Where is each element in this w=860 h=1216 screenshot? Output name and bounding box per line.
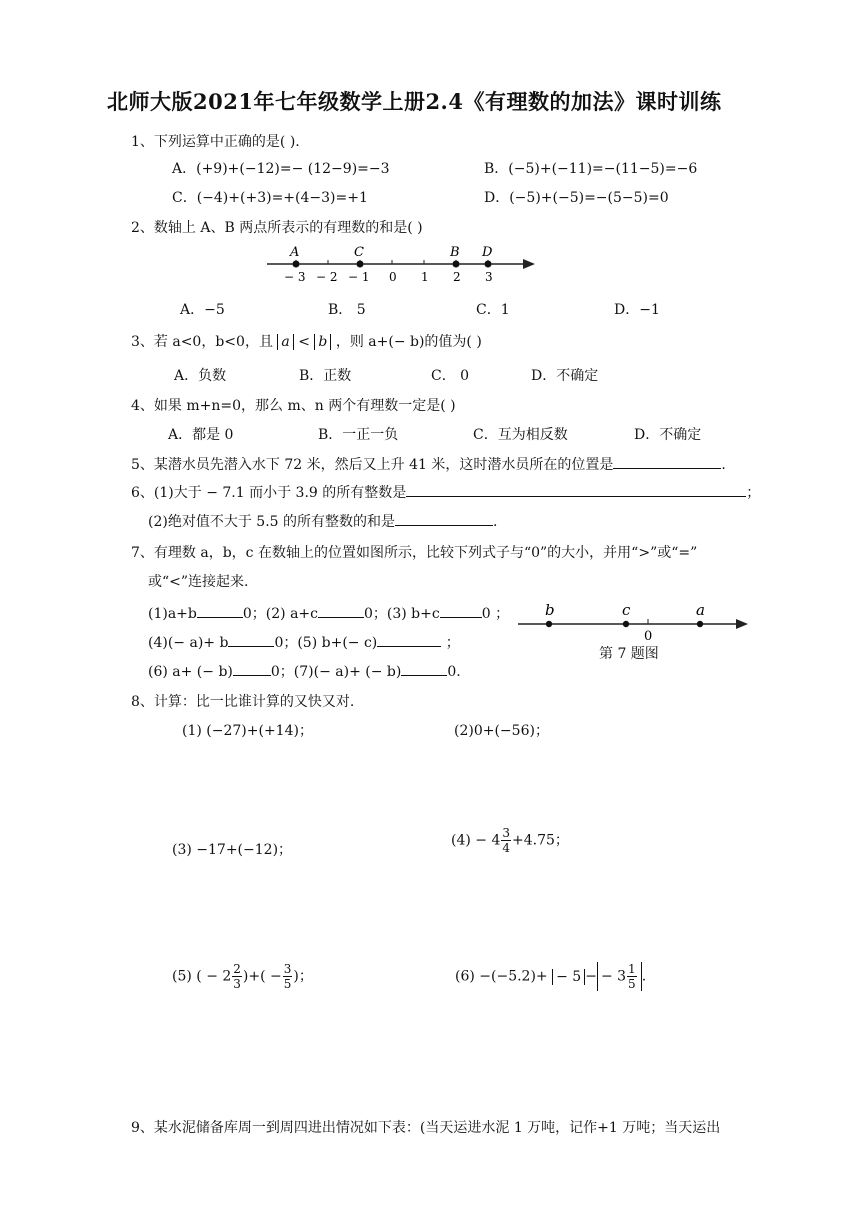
q8-problem-2: (2)0+(−56)； (454, 723, 549, 739)
q2-option-b: B． 5 (328, 302, 366, 318)
q5-stem: 5、某潜水员先潜入水下 72 米，然后又上升 41 米，这时潜水员所在的位置是 . (131, 457, 726, 473)
q2-point-d (485, 261, 492, 268)
q8-p6-post: . (641, 968, 647, 985)
q9-stem: 9、某水泥储备库周一到周四进出情况如下表：(当天运进水泥 1 万吨，记作+1 万吨；当天运出 (131, 1120, 721, 1136)
q2-tick-label: − 1 (348, 270, 370, 284)
q3-var-a: a (281, 334, 290, 350)
q7-expr3: 0；(3) b+c (363, 606, 440, 622)
q3-stem-post: ，则 a+(− b)的值为( ) (335, 334, 482, 350)
q4-stem: 4、如果 m+n=0，那么 m、n 两个有理数一定是( ) (131, 398, 456, 414)
q7-blank7[interactable] (401, 662, 447, 676)
q3-stem-pre: 3、若 a<0，b<0，且 (131, 334, 273, 350)
q8-p5-fraction1 (232, 962, 242, 991)
q7-expr4: (4)(− a)+ b (148, 635, 229, 651)
q7-point-a (697, 621, 703, 627)
q6-part1: 6、(1)大于 − 7.1 而小于 3.9 的所有整数是 ； (131, 485, 761, 501)
q2-label-b: B (450, 245, 460, 260)
q8-p5-post: )； (293, 968, 313, 985)
q7-arrow (736, 619, 748, 629)
q7-end1: 0 ； (481, 606, 510, 622)
q2-label-a: A (290, 245, 300, 260)
q7-expr7: 0；(7)(− a)+ (− b) (270, 664, 402, 680)
q7-expr1: (1)a+b (148, 606, 197, 622)
q8-p4-denominator: 4 (502, 841, 511, 855)
q6-part1-blank[interactable] (406, 483, 746, 497)
q8-p6-abs2-pre: − 3 (600, 968, 627, 985)
q7-label-b: b (545, 601, 555, 619)
q3-var-b: b (318, 334, 328, 350)
q2-tick-label: 3 (485, 270, 493, 284)
q3-abs-a (277, 334, 293, 350)
q8-p4-post: +4.75； (512, 832, 569, 849)
q2-point-a (293, 261, 300, 268)
q7-label-zero: 0 (644, 629, 653, 644)
q7-blank2[interactable] (318, 604, 364, 618)
q7-expr2: 0；(2) a+c (242, 606, 318, 622)
q2-tick-label: − 2 (316, 270, 338, 284)
q7-point-c (623, 621, 629, 627)
q1-option-b: B．(−5)+(−11)=−(11−5)=−6 (484, 161, 698, 177)
q7-stem-line2: 或“<”连接起来. (148, 574, 249, 590)
q8-stem: 8、计算：比一比谁计算的又快又对. (131, 694, 355, 710)
q8-p5-pre: (5) ( − 2 (172, 968, 232, 985)
q2-stem: 2、数轴上 A、B 两点所表示的有理数的和是( ) (131, 220, 423, 236)
q8-problem-4 (451, 826, 569, 855)
q8-p5-mid: )+( − (242, 968, 282, 985)
q8-p6-fraction (627, 962, 637, 991)
q3-lt: < (298, 334, 310, 350)
q4-option-d: D．不确定 (634, 427, 702, 443)
q4-option-a: A．都是 0 (168, 427, 234, 443)
q5-answer-blank[interactable] (613, 455, 721, 469)
q2-option-c: C．1 (476, 302, 510, 318)
page-title: 北师大版2021年七年级数学上册2.4《有理数的加法》课时训练 (107, 89, 722, 114)
q8-problem-5 (172, 962, 313, 991)
q3-option-d: D．不确定 (531, 368, 599, 384)
q7-row1 (148, 603, 509, 623)
q8-p4-fraction (501, 826, 511, 855)
q3-abs-b (314, 334, 331, 350)
q7-blank4[interactable] (228, 633, 274, 647)
q6-part2-blank[interactable] (395, 512, 493, 526)
q2-label-d: D (482, 245, 493, 260)
q7-blank6[interactable] (233, 662, 271, 676)
q2-option-d: D．−1 (614, 302, 660, 318)
q3-option-c: C． 0 (431, 368, 470, 384)
q7-point-b (546, 621, 552, 627)
q7-end2: ； (441, 635, 460, 651)
q8-p5-denominator1: 3 (233, 977, 241, 991)
q2-number-line (255, 238, 545, 286)
q4-option-b: B．一正一负 (318, 427, 399, 443)
q8-p5-fraction2 (283, 962, 293, 991)
q2-arrow (523, 259, 535, 269)
q6-part2: (2)绝对值不大于 5.5 的所有整数的和是 . (148, 514, 498, 530)
q7-number-line (510, 600, 754, 644)
q2-tick-label: 0 (389, 270, 397, 284)
q1-option-c: C．(−4)+(+3)=+(4−3)=+1 (172, 190, 368, 206)
q8-problem-3: (3) −17+(−12)； (172, 842, 293, 858)
q3-option-a: A．负数 (174, 368, 227, 384)
q1-stem: 1、下列运算中正确的是( ). (131, 134, 300, 150)
q4-option-c: C．互为相反数 (473, 427, 568, 443)
q7-end3: 0. (447, 664, 461, 680)
q7-figure-caption: 第 7 题图 (599, 646, 659, 662)
q8-p6-abs1: − 5 (552, 969, 585, 985)
q3-option-b: B．正数 (299, 368, 352, 384)
q8-p5-numerator2: 3 (283, 962, 292, 976)
q2-tick-label: 2 (453, 270, 461, 284)
q8-p6-abs2 (597, 962, 642, 991)
q1-option-d: D．(−5)+(−5)=−(5−5)=0 (484, 190, 669, 206)
q5-text: 5、某潜水员先潜入水下 72 米，然后又上升 41 米，这时潜水员所在的位置是 (131, 457, 614, 473)
q8-problem-1: (1) (−27)+(+14)； (182, 723, 313, 739)
q8-problem-6 (455, 962, 646, 991)
q6-part2-text: (2)绝对值不大于 5.5 的所有整数的和是 (148, 514, 395, 530)
q2-point-b (453, 261, 460, 268)
q8-p6-minus: − (585, 968, 597, 985)
q1-option-a: A．(+9)+(−12)=− (12−9)=−3 (172, 161, 390, 177)
q8-p5-denominator2: 5 (283, 977, 292, 991)
q8-p4-pre: (4) − 4 (451, 832, 501, 849)
q6-part1-text: 6、(1)大于 − 7.1 而小于 3.9 的所有整数是 (131, 485, 407, 501)
q2-tick-label: 1 (421, 270, 429, 284)
q2-tick-label: − 3 (284, 270, 306, 284)
q8-p6-pre: (6) −(−5.2)+ (455, 968, 548, 985)
q7-label-c: c (622, 601, 631, 619)
q7-row3 (148, 661, 461, 681)
q7-blank5[interactable] (377, 633, 441, 647)
q8-p6-numerator: 1 (628, 962, 636, 976)
q7-blank3[interactable] (440, 604, 482, 618)
q3-stem (131, 331, 482, 351)
q7-expr5: 0；(5) b+(− c) (274, 635, 378, 651)
q7-blank1[interactable] (197, 604, 243, 618)
q7-expr6: (6) a+ (− b) (148, 664, 233, 680)
q8-p6-denominator: 5 (628, 977, 636, 991)
q8-p4-numerator: 3 (502, 826, 511, 840)
q2-label-c: C (354, 245, 364, 260)
q2-point-c (357, 261, 364, 268)
q8-p5-numerator1: 2 (233, 962, 241, 976)
q7-row2 (148, 632, 460, 652)
q7-label-a: a (696, 601, 705, 619)
q7-stem-line1: 7、有理数 a，b，c 在数轴上的位置如图所示，比较下列式子与“0”的大小，并用“>”或“=” (131, 545, 698, 561)
q2-option-a: A．−5 (180, 302, 225, 318)
